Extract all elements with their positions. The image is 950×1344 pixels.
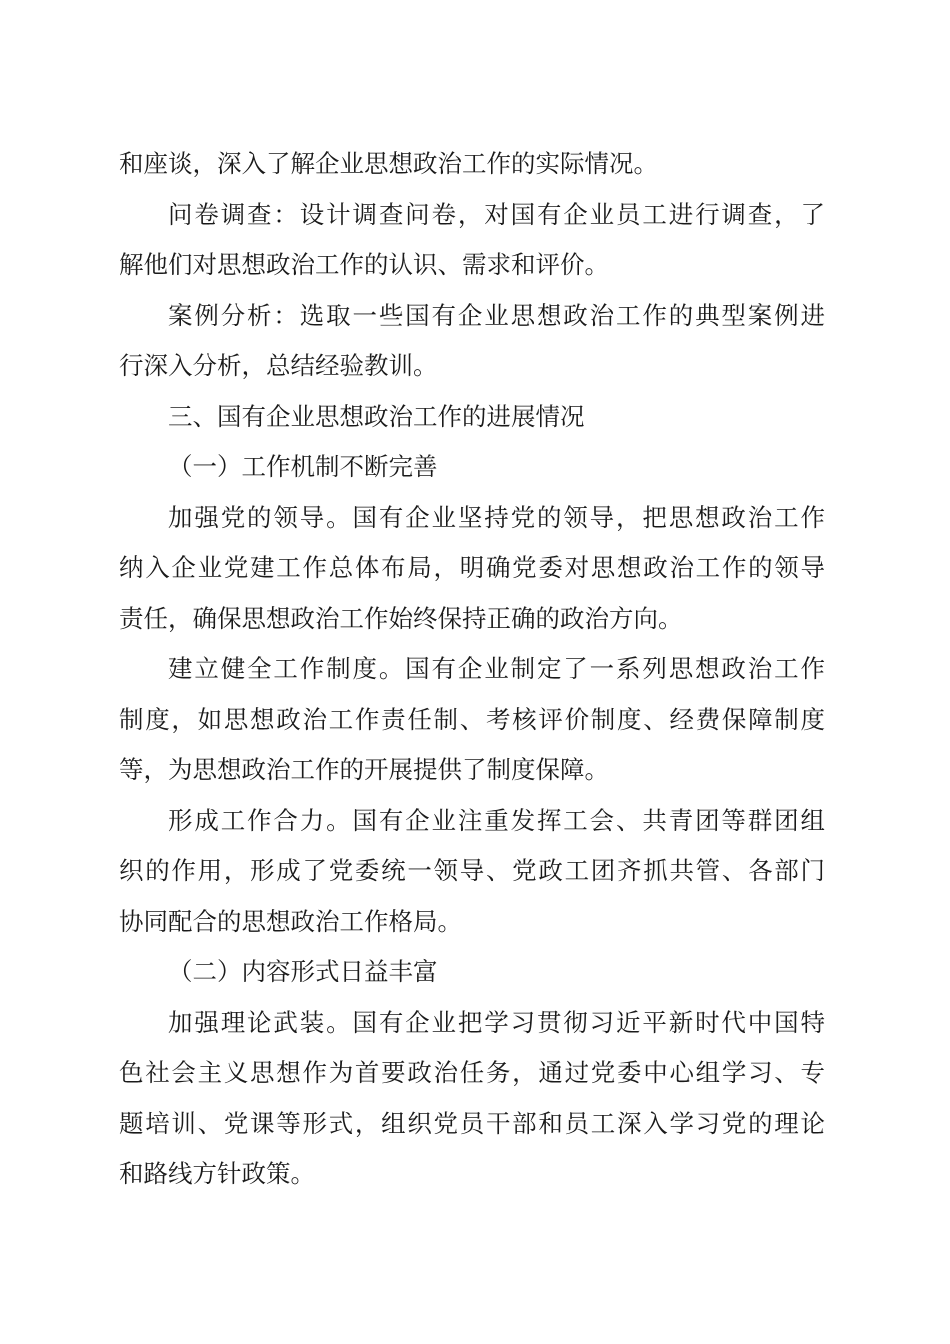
paragraph-questionnaire: 问卷调查：设计调查问卷，对国有企业员工进行调查，了 <box>168 199 825 229</box>
body-text-line: 纳入企业党建工作总体布局，明确党委对思想政治工作的领导 <box>119 553 825 582</box>
body-text-line: 责任，确保思想政治工作始终保持正确的政治方向。 <box>119 603 683 633</box>
body-text-line: 解他们对思想政治工作的认识、需求和评价。 <box>119 250 609 279</box>
body-text-line: 等，为思想政治工作的开展提供了制度保障。 <box>119 755 609 784</box>
subsection-heading: （二）内容形式日益丰富 <box>168 957 438 986</box>
body-text-line: 色社会主义思想作为首要政治任务，通过党委中心组学习、专 <box>119 1058 825 1087</box>
paragraph-case-analysis: 案例分析：选取一些国有企业思想政治工作的典型案例进 <box>168 300 825 330</box>
body-text-line: 题培训、党课等形式，组织党员干部和员工深入学习党的理论 <box>119 1108 825 1138</box>
paragraph-joint-effort: 形成工作合力。国有企业注重发挥工会、共青团等群团组 <box>168 805 825 835</box>
body-text-line: 协同配合的思想政治工作格局。 <box>119 906 462 936</box>
body-text-line: 织的作用，形成了党委统一领导、党政工团齐抓共管、各部门 <box>119 856 825 885</box>
document-page <box>119 139 825 1200</box>
body-text-line: 行深入分析，总结经验教训。 <box>119 351 438 380</box>
paragraph-party-leadership: 加强党的领导。国有企业坚持党的领导，把思想政治工作 <box>168 502 825 532</box>
paragraph-work-system: 建立健全工作制度。国有企业制定了一系列思想政治工作 <box>168 654 825 683</box>
body-text-line: 制度，如思想政治工作责任制、考核评价制度、经费保障制度 <box>119 704 825 734</box>
section-heading: 三、国有企业思想政治工作的进展情况 <box>168 401 585 431</box>
paragraph-theory-study: 加强理论武装。国有企业把学习贯彻习近平新时代中国特 <box>168 1007 825 1037</box>
body-text-line: 和座谈，深入了解企业思想政治工作的实际情况。 <box>119 149 658 178</box>
subsection-heading: （一）工作机制不断完善 <box>168 452 438 481</box>
body-text-line: 和路线方针政策。 <box>119 1159 315 1188</box>
